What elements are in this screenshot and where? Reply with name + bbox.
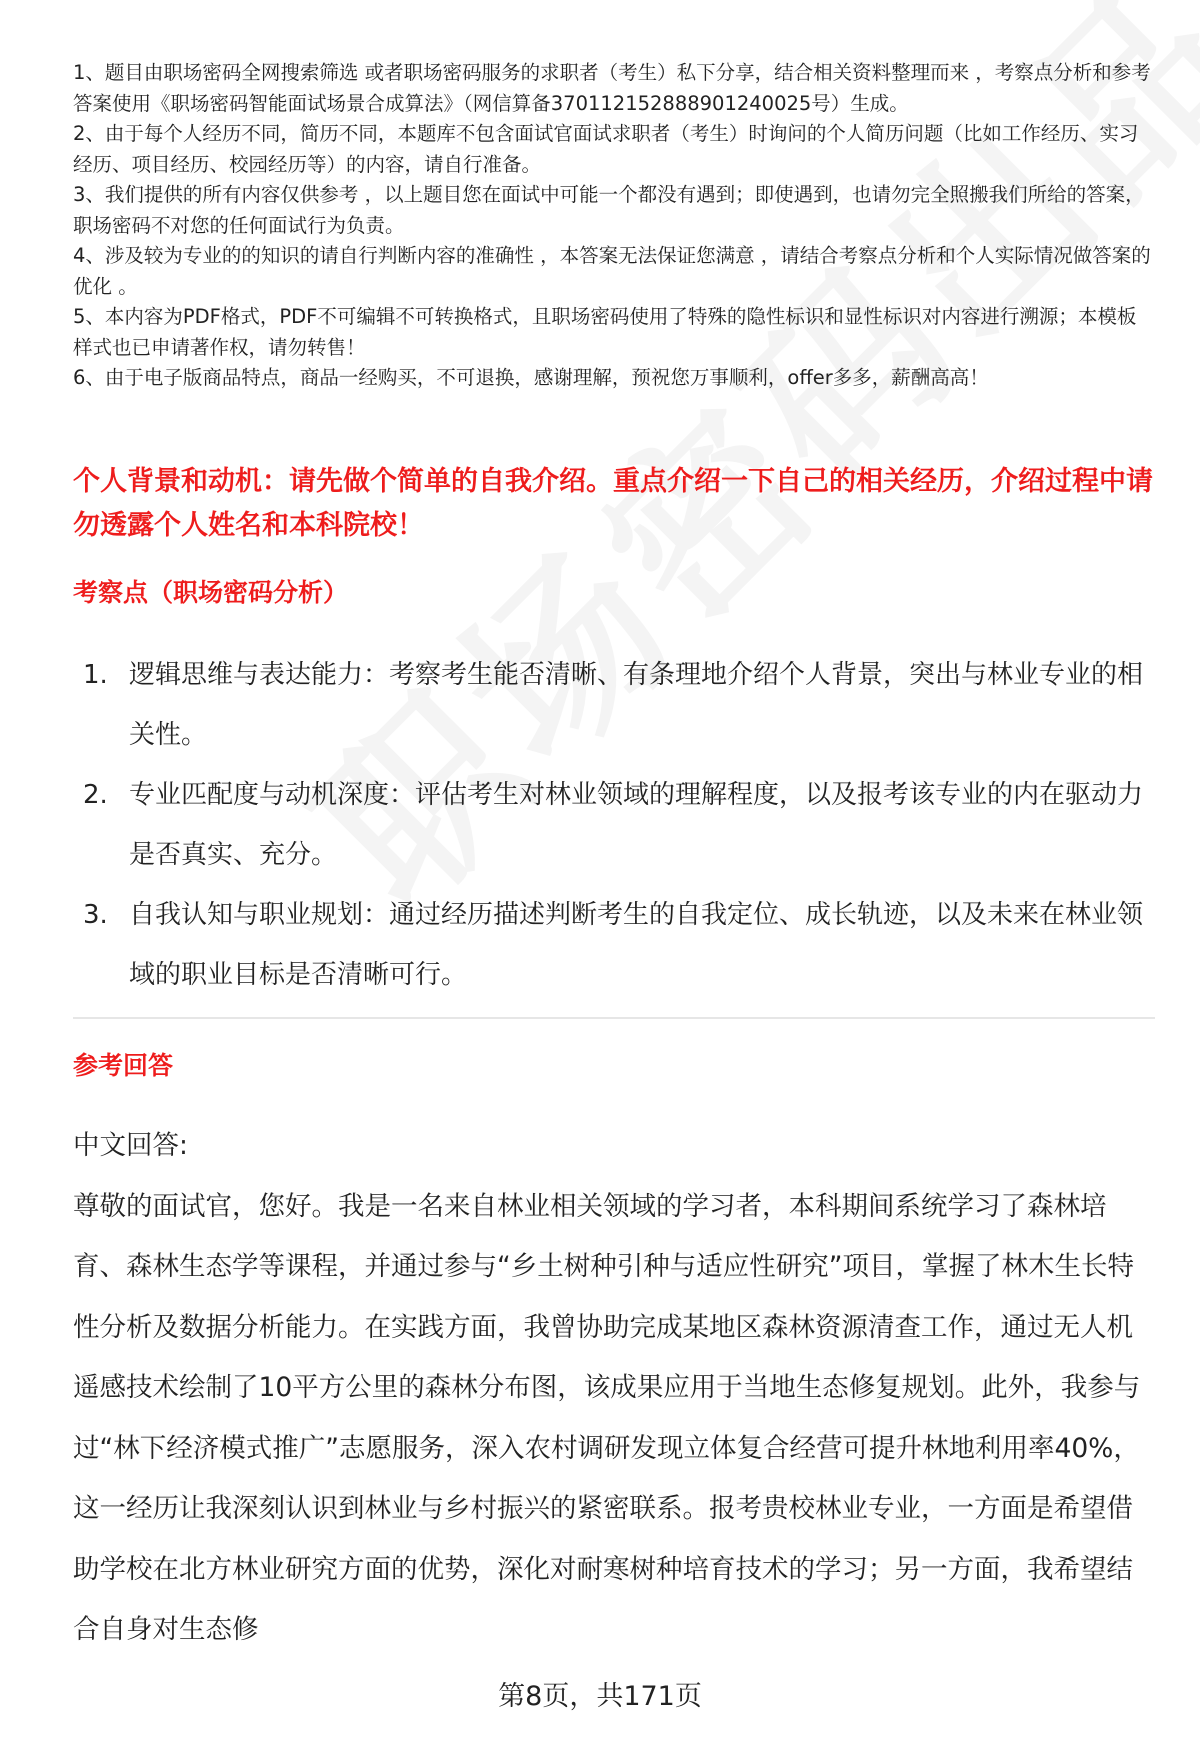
disclaimer-item-6: 6、由于电子版商品特点，商品一经购买，不可退换，感谢理解，预祝您万事顺利，offer多多，薪酬高高！ (73, 366, 989, 389)
section-divider (73, 1017, 1155, 1019)
disclaimer-item-5: 5、本内容为PDF格式，PDF不可编辑不可转换格式，且职场密码使用了特殊的隐性标识和显性标识对内容进行溯源；本模板样式也已申请著作权，请勿转售！ (73, 305, 1137, 359)
key-point-text: 自我认知与职业规划：通过经历描述判断考生的自我定位、成长轨迹，以及未来在林业领域的职业目标是否清晰可行。 (129, 900, 1144, 990)
disclaimer-item-2: 2、由于每个人经历不同，简历不同，本题库不包含面试官面试求职者（考生）时询问的个人简历问题（比如工作经历、实习经历、项目经历、校园经历等）的内容，请自行准备。 (73, 122, 1139, 176)
disclaimer-block (73, 58, 1153, 394)
key-point-item (83, 765, 1153, 885)
key-point-item (83, 645, 1153, 765)
answer-label: 中文回答: (73, 1130, 188, 1161)
reference-answer-heading: 参考回答 (73, 1051, 174, 1080)
disclaimer-item-1: 1、题目由职场密码全网搜索筛选 或者职场密码服务的求职者（考生）私下分享，结合相关资料整理而来 ，考察点分析和参考答案使用《职场密码智能面试场景合成算法》（网信算备370112152888901240025号）生成。 (73, 61, 1151, 115)
disclaimer-item-4: 4、涉及较为专业的的知识的请自行判断内容的准确性 ，本答案无法保证您满意 ，请结合考察点分析和个人实际情况做答案的优化 。 (73, 244, 1151, 298)
disclaimer-item-3: 3、我们提供的所有内容仅供参考 ，以上题目您在面试中可能一个都没有遇到；即使遇到，也请勿完全照搬我们所给的答案，职场密码不对您的任何面试行为负责。 (73, 183, 1145, 237)
page-number-footer: 第8页，共171页 (498, 1681, 702, 1712)
key-point-number: 3. (83, 900, 108, 930)
answer-block (73, 1116, 1155, 1661)
key-point-number: 2. (83, 780, 108, 810)
key-point-text: 逻辑思维与表达能力：考察考生能否清晰、有条理地介绍个人背景，突出与林业专业的相关性。 (129, 660, 1144, 750)
key-point-item (83, 885, 1153, 1005)
key-point-text: 专业匹配度与动机深度：评估考生对林业领域的理解程度，以及报考该专业的内在驱动力是否真实、充分。 (129, 780, 1144, 870)
answer-text: 尊敬的面试官，您好。我是一名来自林业相关领域的学习者，本科期间系统学习了森林培育、森林生态学等课程，并通过参与“乡土树种引种与适应性研究”项目，掌握了林木生长特性分析及数据分析能力。在实践方面，我曾协助完成某地区森林资源清查工作，通过无人机遥感技术绘制了10平方公里的森林分布图，该成果应用于当地生态修复规划。此外，我参与过“林下经济模式推广”志愿服务，深入农村调研发现立体复合经营可提升林地利用率40%，这一经历让我深刻认识到林业与乡村振兴的紧密联系。报考贵校林业专业，一方面是希望借助学校在北方林业研究方面的优势，深化对耐寒树种培育技术的学习；另一方面，我希望结合自身对生态修 (73, 1190, 1141, 1645)
question-heading: 个人背景和动机：请先做个简单的自我介绍。重点介绍一下自己的相关经历，介绍过程中请勿透露个人姓名和本科院校！ (73, 466, 1153, 541)
key-points-heading: 考察点（职场密码分析） (73, 578, 349, 607)
key-point-number: 1. (83, 660, 108, 690)
key-points-list (83, 645, 1153, 1005)
